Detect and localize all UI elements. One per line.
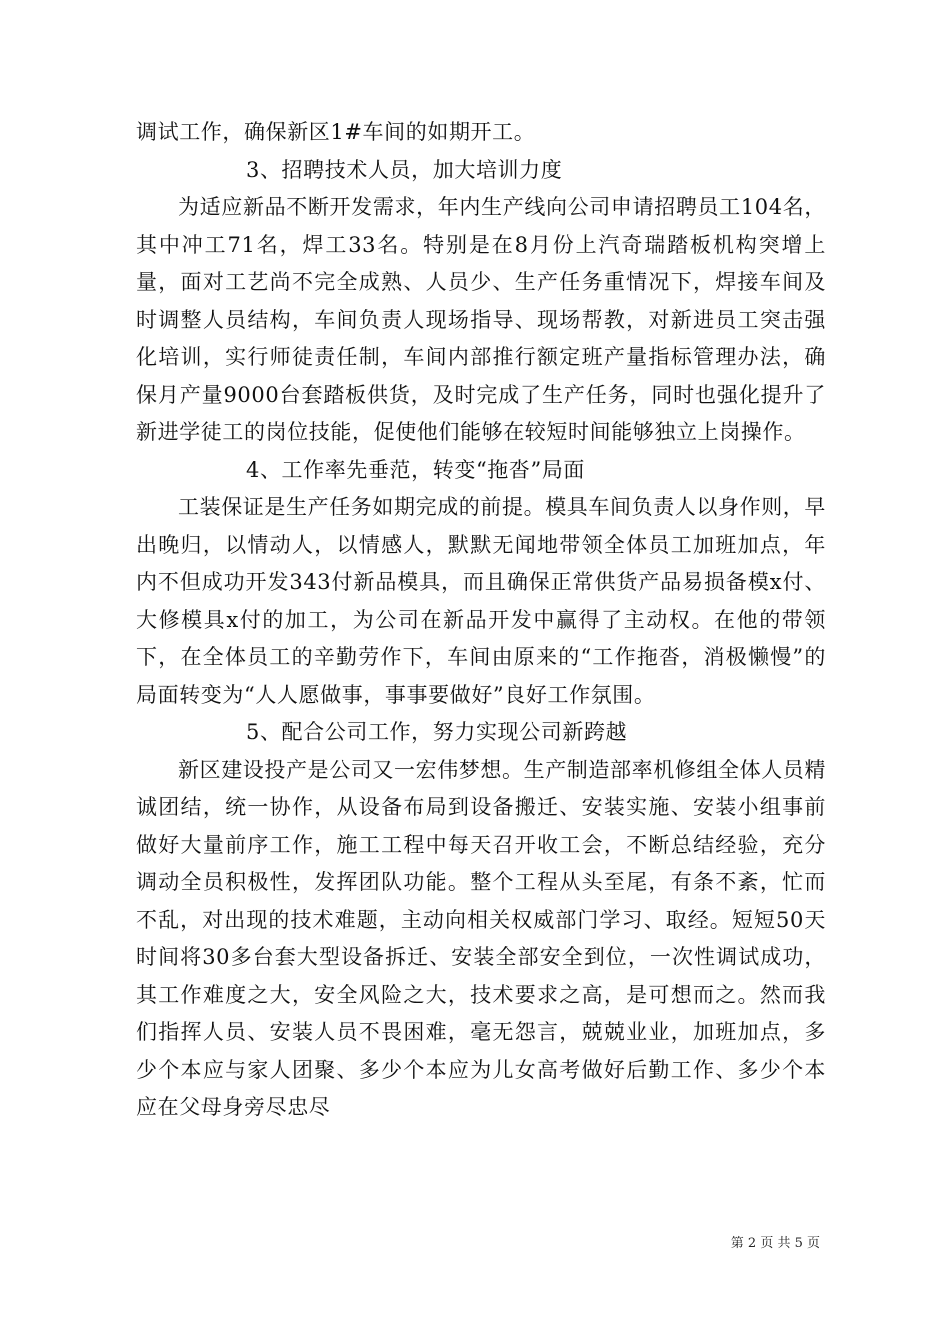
section-heading-4: 4、工作率先垂范，转变“拖沓”局面 — [246, 457, 586, 482]
paragraph-continuation: 调试工作，确保新区1#车间的如期开工。 — [136, 120, 536, 144]
section-heading-5: 5、配合公司工作，努力实现公司新跨越 — [246, 720, 628, 744]
section-heading-3: 3、招聘技术人员，加大培训力度 — [246, 157, 563, 182]
page-number-footer: 第 2 页 共 5 页 — [730, 1236, 820, 1251]
paragraph-tooling: 工装保证是生产任务如期完成的前提。模具车间负责人以身作则，早出晚归，以情动人，以情感人，默默无闻地带领全体员工加班加点，年内不但成功开发343付新品模具，而且确保正常供货产品易损备模x付、大修模具x付的加工，为公司在新品开发中赢得了主动权。在他的带领下，在全体员工的辛勤劳作下，车间由原来的“工作拖沓，消极懒慢”的局面转变为“人人愿做事，事事要做好”良好工作氛围。 — [136, 495, 826, 707]
paragraph-recruitment: 为适应新品不断开发需求，年内生产线向公司申请招聘员工104名，其中冲工71名，焊工33名。特别是在8月份上汽奇瑞踏板机构突增上量，面对工艺尚不完全成熟、人员少、生产任务重情况下，焊接车间及时调整人员结构，车间负责人现场指导、现场帮教，对新进员工突击强化培训，实行师徒责任制，车间内部推行额定班产量指标管理办法，确保月产量9000台套踏板供货，及时完成了生产任务，同时也强化提升了新进学徒工的岗位技能，促使他们能够在较短时间能够独立上岗操作。 — [136, 195, 826, 444]
document-body — [136, 114, 826, 1127]
paragraph-new-district: 新区建设投产是公司又一宏伟梦想。生产制造部率机修组全体人员精诚团结，统一协作，从设备布局到设备搬迁、安装实施、安装小组事前做好大量前序工作，施工工程中每天召开收工会，不断总结经验，充分调动全员积极性，发挥团队功能。整个工程从头至尾，有条不紊，忙而不乱，对出现的技术难题，主动向相关权威部门学习、取经。短短50天时间将30多台套大型设备拆迁、安装全部安全到位，一次性调试成功，其工作难度之大，安全风险之大，技术要求之高，是可想而之。然而我们指挥人员、安装人员不畏困难，毫无怨言，兢兢业业，加班加点，多少个本应与家人团聚、多少个本应为儿女高考做好后勤工作、多少个本应在父母身旁尽忠尽 — [136, 757, 826, 1119]
